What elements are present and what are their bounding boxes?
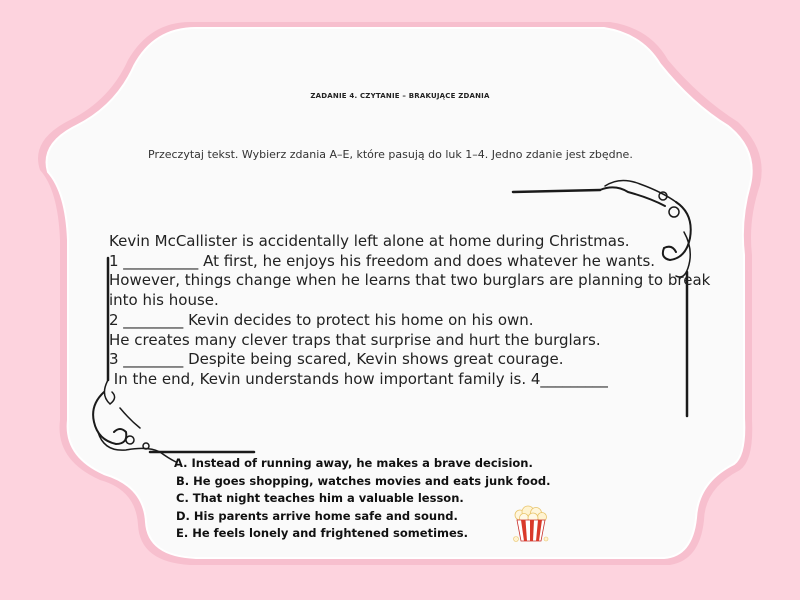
option-e: E. He feels lonely and frightened sometimes.	[176, 526, 469, 540]
option-d: D. His parents arrive home safe and sound.	[176, 508, 458, 523]
story-line-gap-2: 2 ________ Kevin decides to protect his home on his own.	[109, 310, 534, 329]
story-line: into his house.	[109, 291, 219, 310]
story-line: Kevin McCallister is accidentally left alone at home during Christmas.	[109, 232, 630, 250]
story-text	[109, 232, 711, 390]
story-line-gap-1: 1 __________ At first, he enjoys his freedom and does whatever he wants.	[109, 251, 656, 270]
story-line-gap-3: 3 ________ Despite being scared, Kevin shows great courage.	[109, 350, 564, 369]
exercise-instructions: Przeczytaj tekst. Wybierz zdania A–E, które pasują do luk 1–4. Jedno zdanie jest zbędne.	[148, 148, 633, 161]
exercise-heading: ZADANIE 4. CZYTANIE – BRAKUJĄCE ZDANIA	[310, 92, 490, 100]
answer-options	[174, 455, 550, 543]
option-b: B. He goes shopping, watches movies and eats junk food.	[176, 473, 551, 488]
story-line-gap-4: In the end, Kevin understands how important family is. 4_________	[109, 369, 608, 388]
story-line: He creates many clever traps that surprise and hurt the burglars.	[109, 330, 601, 349]
option-a: A. Instead of running away, he makes a brave decision.	[174, 456, 533, 470]
story-line: However, things change when he learns that two burglars are planning to break	[109, 271, 711, 290]
option-c: C. That night teaches him a valuable lesson.	[176, 491, 464, 505]
popcorn-icon	[511, 505, 551, 543]
